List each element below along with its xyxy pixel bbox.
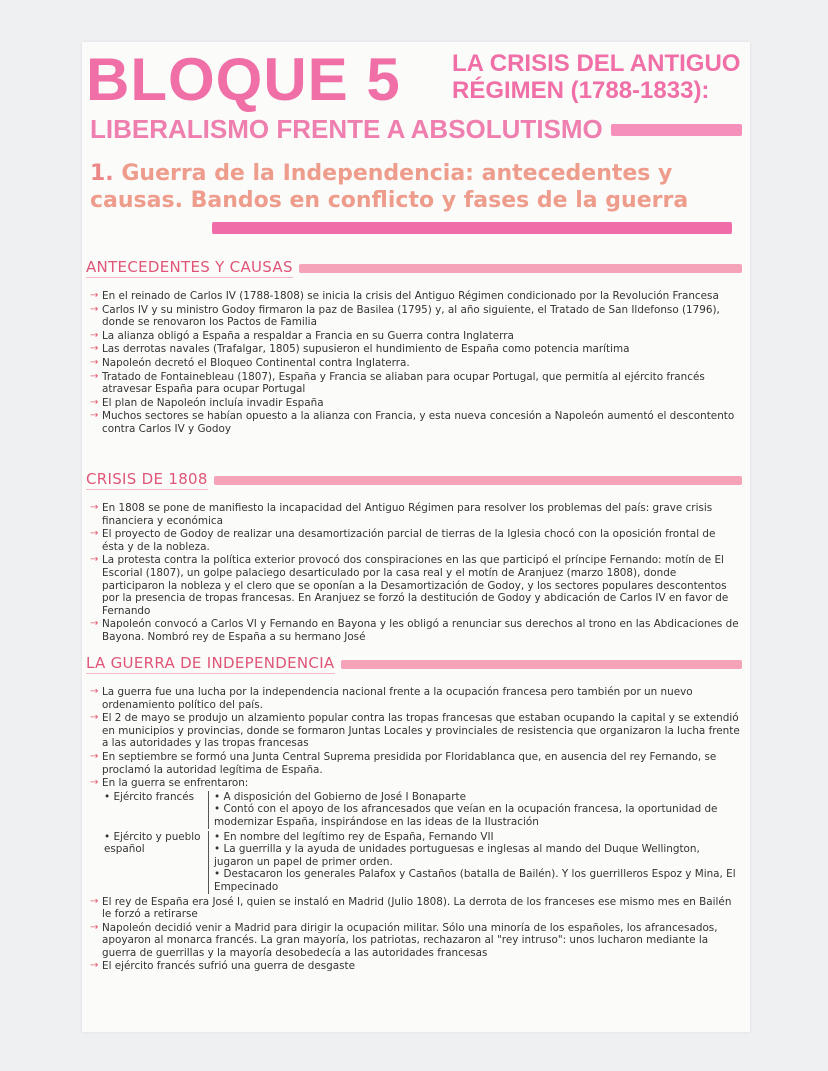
list-item: → Napoleón decretó el Bloqueo Continental contra Inglaterra. <box>90 357 740 370</box>
section-bar <box>341 660 743 669</box>
list-item: → El ejército francés sufrió una guerra de desgaste <box>90 960 740 973</box>
list-item: → En septiembre se formó una Junta Central Suprema presidida por Floridablanca que, en ausencia del rey Fernando, se proclamó la autoridad legítima de España. <box>90 751 740 776</box>
tagline: LIBERALISMO FRENTE A ABSOLUTISMO <box>90 114 603 144</box>
list-item: → El plan de Napoleón incluía invadir España <box>90 397 740 410</box>
section-antecedentes-label: ANTECEDENTES Y CAUSAS <box>86 258 293 276</box>
list-item: → Napoleón convocó a Carlos VI y Fernando en Bayona y les obligó a renunciar sus derechos al trono en las Abdicaciones de Bayona. Nombró rey de España a su hermano José <box>90 618 740 643</box>
subtitle-line-2: RÉGIMEN (1788-1833): <box>452 77 710 104</box>
spanish-army-block <box>90 831 740 894</box>
topic-text: Guerra de la Independencia: antecedentes y causas. Bandos en conflicto y fases de la guerra <box>90 161 689 213</box>
list-item: → En 1808 se pone de manifiesto la incapacidad del Antiguo Régimen para resolver los problemas del país: grave crisis financiera y económica <box>90 502 740 527</box>
list-item: → La alianza obligó a España a respaldar a Francia en su Guerra contra Inglaterra <box>90 330 740 343</box>
section-bar <box>299 264 742 273</box>
notes-page <box>82 42 750 1032</box>
french-army-block <box>90 791 740 829</box>
section-crisis-label: CRISIS DE 1808 <box>86 470 208 488</box>
section-crisis-heading <box>86 470 742 490</box>
list-item: → Tratado de Fontainebleau (1807), España y Francia se aliaban para ocupar Portugal, que permitía al ejército francés atravesar España para ocupar Portugal <box>90 371 740 396</box>
tagline-highlight-bar <box>611 124 742 136</box>
spanish-army-item: • En nombre del legítimo rey de España, Fernando VII <box>214 831 740 844</box>
list-item: → Napoleón decidió venir a Madrid para dirigir la ocupación militar. Sólo una minoría de los españoles, los afrancesados, apoyaron al monarca francés. La gran mayoría, los patriotas, rechazaron al "rey intruso": unos lucharon mediante la guerra de guerrillas y la mayoría desobedecía a las autoridades francesas <box>90 922 740 960</box>
section-guerra-label: LA GUERRA DE INDEPENDENCIA <box>86 654 335 672</box>
tagline-row <box>90 114 742 145</box>
french-army-items <box>208 791 740 829</box>
block-title: BLOQUE 5 <box>86 46 401 113</box>
subtitle-line-1: LA CRISIS DEL ANTIGUO <box>452 50 741 77</box>
block-subtitle <box>452 50 740 104</box>
spanish-army-items <box>208 831 740 894</box>
french-army-item: • Contó con el apoyo de los afrancesados que veían en la ocupación francesa, la oportunidad de modernizar España, inspirándose en las ideas de la Ilustración <box>214 803 740 828</box>
crisis-list <box>90 502 740 645</box>
list-item: → El 2 de mayo se produjo un alzamiento popular contra las tropas francesas que estaban ocupando la capital y se extendió en municipios y provincias, donde se formaron Juntas Locales y provinciales de resistencia que organizaron la lucha frente a las autoridades y las tropas francesas <box>90 712 740 750</box>
spanish-army-item: • La guerrilla y la ayuda de unidades portuguesas e inglesas al mando del Duque Wellington, jugaron un papel de primer orden. <box>214 843 740 868</box>
list-item: → Las derrotas navales (Trafalgar, 1805) supusieron el hundimiento de España como potencia marítima <box>90 343 740 356</box>
topic-title <box>90 160 730 214</box>
list-item: → El rey de España era José I, quien se instaló en Madrid (Julio 1808). La derrota de los franceses ese mismo mes en Bailén le forzó a retirarse <box>90 896 740 921</box>
section-bar <box>214 476 742 485</box>
list-item: → La protesta contra la política exterior provocó dos conspiraciones en las que participó el príncipe Fernando: motín de El Escorial (1807), un golpe palaciego desarticulado por la casa real y el motín de Aranjuez (marzo 1808), donde participaron la nobleza y el clero que se oponían a la Desamortización de Godoy, y los sectores populares descontentos por la presencia de tropas francesas. En Aranjuez se forzó la destitución de Godoy y abdicación de Carlos IV en favor de Fernando <box>90 554 740 617</box>
topic-number: 1. <box>90 161 114 186</box>
section-antecedentes-heading <box>86 258 742 278</box>
spanish-army-item: • Destacaron los generales Palafox y Castaños (batalla de Bailén). Y los guerrilleros Espoz y Mina, El Empecinado <box>214 868 740 893</box>
list-item: → La guerra fue una lucha por la independencia nacional frente a la ocupación francesa pero también por un nuevo ordenamiento político del país. <box>90 686 740 711</box>
guerra-list <box>90 686 740 974</box>
french-army-item: • A disposición del Gobierno de José I Bonaparte <box>214 791 740 804</box>
list-item: → Muchos sectores se habían opuesto a la alianza con Francia, y esta nueva concesión a Napoleón aumentó el descontento contra Carlos IV y Godoy <box>90 410 740 435</box>
spanish-army-label: • Ejército y pueblo español <box>104 831 208 894</box>
antecedentes-list <box>90 290 740 437</box>
list-item: → En la guerra se enfrentaron: <box>90 777 740 790</box>
list-item: → En el reinado de Carlos IV (1788-1808) se inicia la crisis del Antiguo Régimen condicionado por la Revolución Francesa <box>90 290 740 303</box>
list-item: → El proyecto de Godoy de realizar una desamortización parcial de tierras de la Iglesia chocó con la oposición frontal de ésta y de la nobleza. <box>90 528 740 553</box>
french-army-label: • Ejército francés <box>104 791 208 829</box>
list-item: → Carlos IV y su ministro Godoy firmaron la paz de Basilea (1795) y, al año siguiente, el Tratado de San Ildefonso (1796), donde se renovaron los Pactos de Familia <box>90 304 740 329</box>
section-guerra-heading <box>86 654 742 674</box>
topic-highlight-bar <box>212 222 732 234</box>
